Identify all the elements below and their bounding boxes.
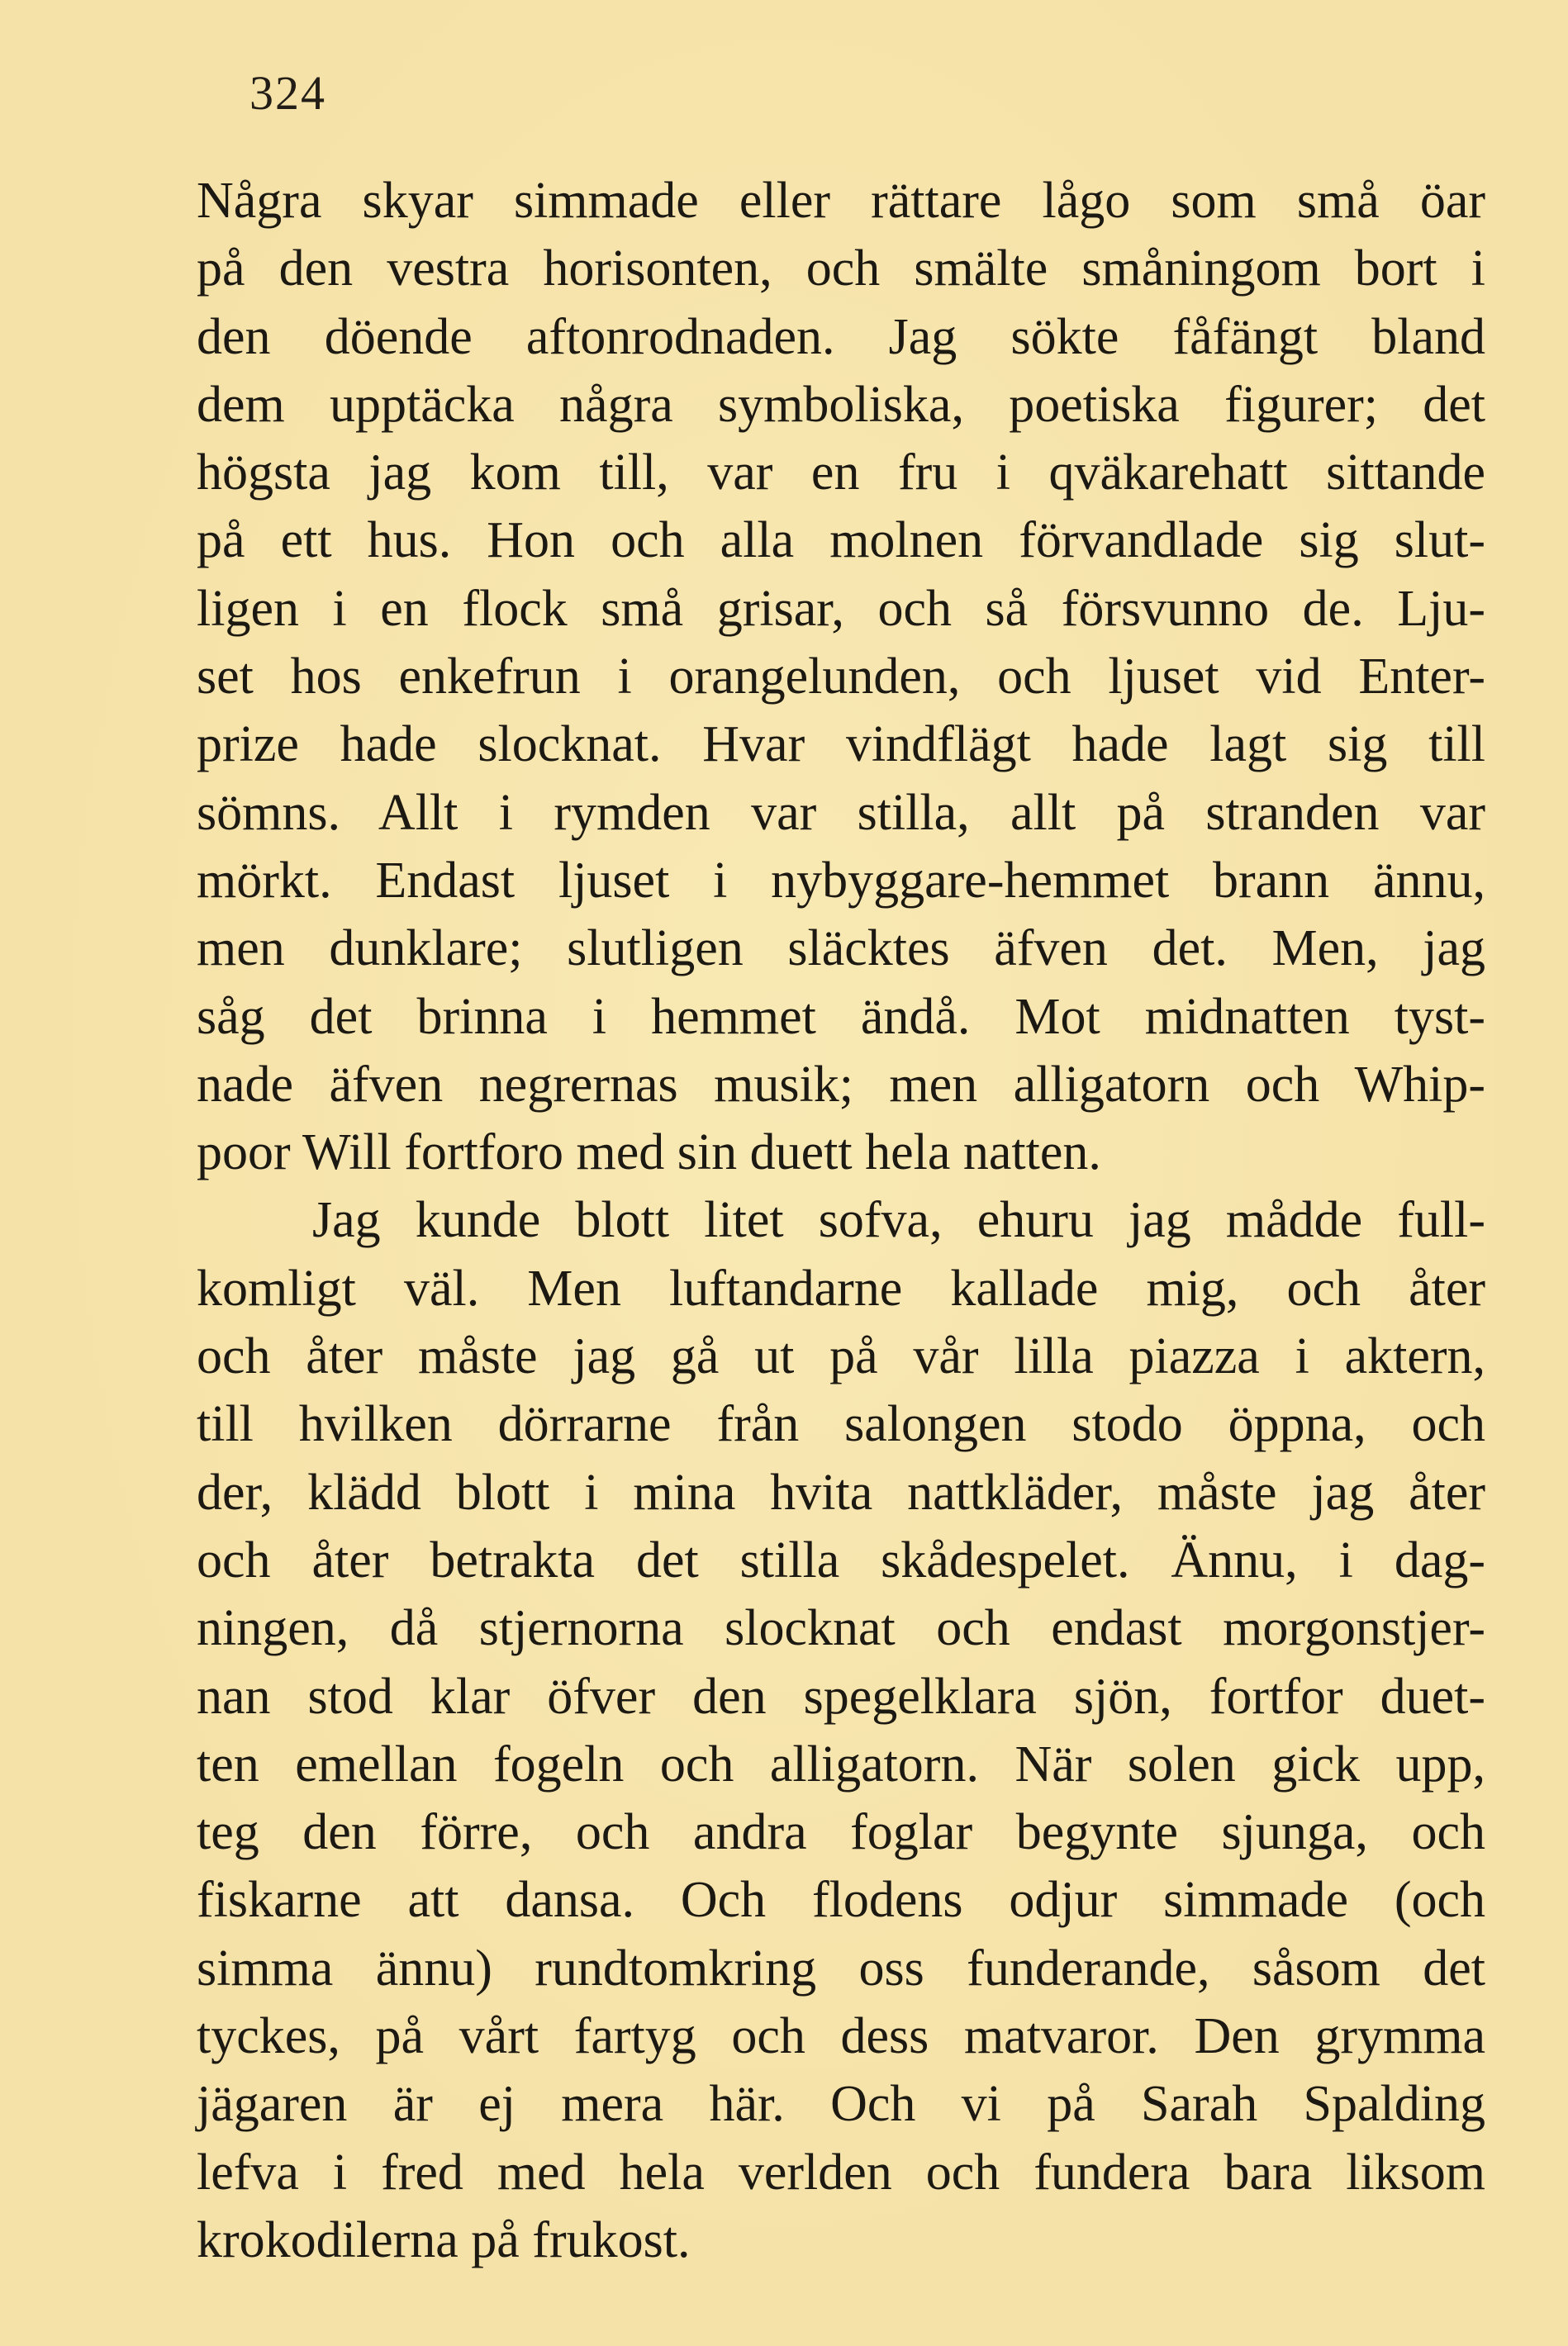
text-line: der, klädd blott i mina hvita nattkläder, måste jag åter [197, 1464, 1485, 1521]
text-line: till hvilken dörrarne från salongen stodo öppna, och [197, 1396, 1485, 1453]
body-text [197, 167, 1485, 2274]
text-line: nan stod klar öfver den spegelklara sjön, fortfor duet- [197, 1668, 1485, 1725]
text-line: nade äfven negrernas musik; men alligatorn och Whip- [197, 1056, 1485, 1113]
text-line: fiskarne att dansa. Och flodens odjur simmade (och [197, 1872, 1485, 1929]
text-line: på ett hus. Hon och alla molnen förvandlade sig slut- [197, 512, 1485, 569]
text-line: lefva i fred med hela verlden och fundera bara liksom [197, 2144, 1485, 2201]
text-line: sömns. Allt i rymden var stilla, allt på stranden var [197, 784, 1485, 841]
text-line: set hos enkefrun i orangelunden, och ljuset vid Enter- [197, 648, 1485, 705]
text-line: på den vestra horisonten, och smälte småningom bort i [197, 240, 1485, 297]
text-line: högsta jag kom till, var en fru i qväkarehatt sittande [197, 444, 1485, 501]
text-line: men dunklare; slutligen släcktes äfven det. Men, jag [197, 920, 1485, 977]
text-line: Jag kunde blott litet sofva, ehuru jag mådde full- [312, 1192, 1485, 1249]
paragraph-2 [197, 1186, 1485, 2274]
text-line: den döende aftonrodnaden. Jag sökte fåfängt bland [197, 308, 1485, 365]
text-line: poor Will fortforo med sin duett hela natten. [197, 1124, 1101, 1181]
text-line: och åter måste jag gå ut på vår lilla piazza i aktern, [197, 1328, 1485, 1385]
text-line: ningen, då stjernorna slocknat och endast morgonstjer- [197, 1600, 1485, 1657]
text-line: simma ännu) rundtomkring oss funderande, såsom det [197, 1940, 1485, 1997]
text-line: Några skyar simmade eller rättare lågo som små öar [197, 173, 1485, 229]
page-number: 324 [249, 66, 326, 120]
text-line: teg den förre, och andra foglar begynte sjunga, och [197, 1804, 1485, 1861]
paragraph-1 [197, 167, 1485, 1186]
text-line: dem upptäcka några symboliska, poetiska figurer; det [197, 376, 1485, 433]
text-line: komligt väl. Men luftandarne kallade mig, och åter [197, 1260, 1485, 1317]
text-line: mörkt. Endast ljuset i nybyggare-hemmet brann ännu, [197, 852, 1485, 909]
text-line: ligen i en flock små grisar, och så försvunno de. Lju- [197, 580, 1485, 637]
text-line: krokodilerna på frukost. [197, 2211, 691, 2268]
text-line: tyckes, på vårt fartyg och dess matvaror. Den grymma [197, 2008, 1485, 2065]
text-line: och åter betrakta det stilla skådespelet. Ännu, i dag- [197, 1532, 1485, 1589]
text-line: ten emellan fogeln och alligatorn. När solen gick upp, [197, 1736, 1485, 1793]
text-line: jägaren är ej mera här. Och vi på Sarah Spalding [197, 2076, 1485, 2133]
text-line: prize hade slocknat. Hvar vindflägt hade lagt sig till [197, 716, 1485, 773]
text-line: såg det brinna i hemmet ändå. Mot midnatten tyst- [197, 988, 1485, 1045]
